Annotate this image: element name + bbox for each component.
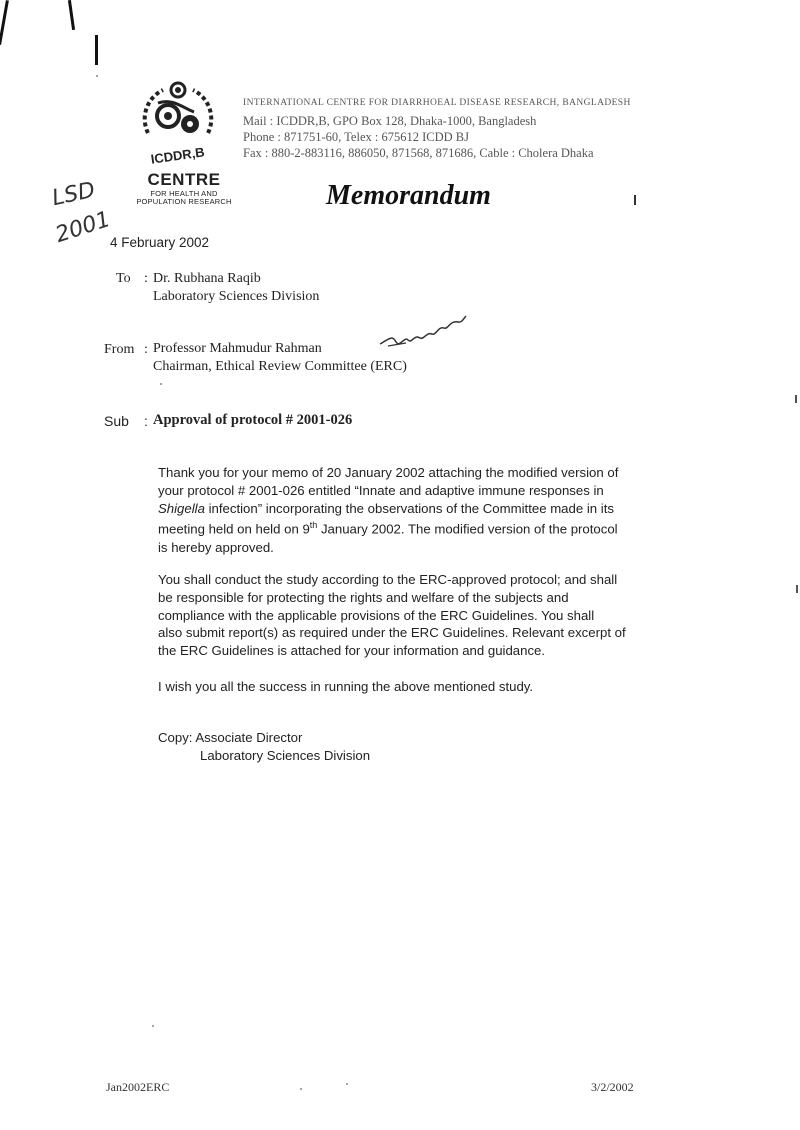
phone-telex: Phone : 871751-60, Telex : 675612 ICDD BJ <box>243 130 469 144</box>
from-name: Professor Mahmudur Rahman <box>153 341 322 356</box>
paragraph-1-line-3 <box>158 500 658 518</box>
centre-big-text: CENTRE <box>147 170 221 189</box>
paragraph-1-line-1: Thank you for your memo of 20 January 2002 attaching the modified version of <box>158 465 619 480</box>
paragraph-1-line-5: is hereby approved. <box>158 539 274 555</box>
title-mark <box>634 195 636 205</box>
organization-logo <box>138 78 218 168</box>
from-label: From <box>104 342 135 357</box>
ordinal-suffix: th <box>309 520 318 531</box>
signature <box>378 312 468 352</box>
subject-text: Approval of protocol # 2001-026 <box>153 412 353 428</box>
svg-text:ICDDR,B: ICDDR,B <box>149 144 206 167</box>
scan-mark-right-2 <box>796 585 798 593</box>
to-division: Laboratory Sciences Division <box>153 289 320 304</box>
paragraph-2-line: also submit report(s) as required under the ERC Guidelines. Relevant excerpt of <box>158 625 626 641</box>
scan-mark-top <box>68 0 75 30</box>
centre-small-text-1: FOR HEALTH AND <box>150 189 218 198</box>
paragraph-3: I wish you all the success in running the above mentioned study. <box>158 679 534 694</box>
footer-reference: Jan2002ERC <box>106 1080 170 1094</box>
to-colon: : <box>144 271 148 286</box>
scan-mark-left <box>0 0 9 45</box>
scan-dot <box>346 1083 348 1085</box>
scan-dot <box>152 1025 154 1027</box>
memo-date: 4 February 2002 <box>110 235 210 250</box>
from-title: Chairman, Ethical Review Committee (ERC) <box>153 359 407 374</box>
to-label: To <box>116 271 131 286</box>
subject-colon: : <box>144 413 148 429</box>
organism-name: Shigella <box>158 500 205 516</box>
footer-date: 3/2/2002 <box>591 1080 634 1094</box>
mail-address: Mail : ICDDR,B, GPO Box 128, Dhaka-1000, Bangladesh <box>243 114 537 128</box>
scan-dot <box>300 1088 302 1090</box>
paragraph-1-line-4-end: January 2002. The modified version of the protocol <box>317 521 618 537</box>
paragraph-2-line: compliance with the applicable provisions of the ERC Guidelines. You shall <box>158 607 595 623</box>
handwritten-note-year: 2001 <box>52 206 114 249</box>
to-name: Dr. Rubhana Raqib <box>153 271 261 286</box>
scan-mark-right <box>795 395 797 403</box>
copy-label: Copy: Associate Director <box>158 730 303 745</box>
copy-division: Laboratory Sciences Division <box>200 748 371 763</box>
paragraph-1-line-4 <box>158 517 658 538</box>
paragraph-2 <box>158 571 658 660</box>
paragraph-2-line: the ERC Guidelines is attached for your information and guidance. <box>158 643 546 659</box>
paragraph-1-line-3-rest: infection” incorporating the observations of the Committee made in its <box>204 500 614 516</box>
paragraph-1 <box>158 464 658 556</box>
handwritten-note-lsd: LSD <box>49 177 98 212</box>
scan-dot <box>96 75 98 77</box>
from-colon: : <box>144 342 148 357</box>
subject-label: Sub <box>104 413 129 429</box>
paragraph-2-line: be responsible for protecting the rights and welfare of the subjects and <box>158 589 569 605</box>
paragraph-1-line-2: your protocol # 2001-026 entitled “Innate and adaptive immune responses in <box>158 482 604 498</box>
centre-small-text-2: POPULATION RESEARCH <box>136 197 232 206</box>
paragraph-2-line: You shall conduct the study according to the ERC-approved protocol; and shall <box>158 572 618 587</box>
organization-name: INTERNATIONAL CENTRE FOR DIARRHOEAL DISEASE RESEARCH, BANGLADESH <box>243 98 631 108</box>
memo-title: Memorandum <box>326 180 491 211</box>
paragraph-1-line-4-start: meeting held on held on 9 <box>158 521 310 537</box>
scan-dot <box>160 383 162 385</box>
scan-mark-top-2 <box>95 35 98 65</box>
centre-label <box>134 170 234 206</box>
fax-cable: Fax : 880-2-883116, 886050, 871568, 871686, Cable : Cholera Dhaka <box>243 146 594 160</box>
